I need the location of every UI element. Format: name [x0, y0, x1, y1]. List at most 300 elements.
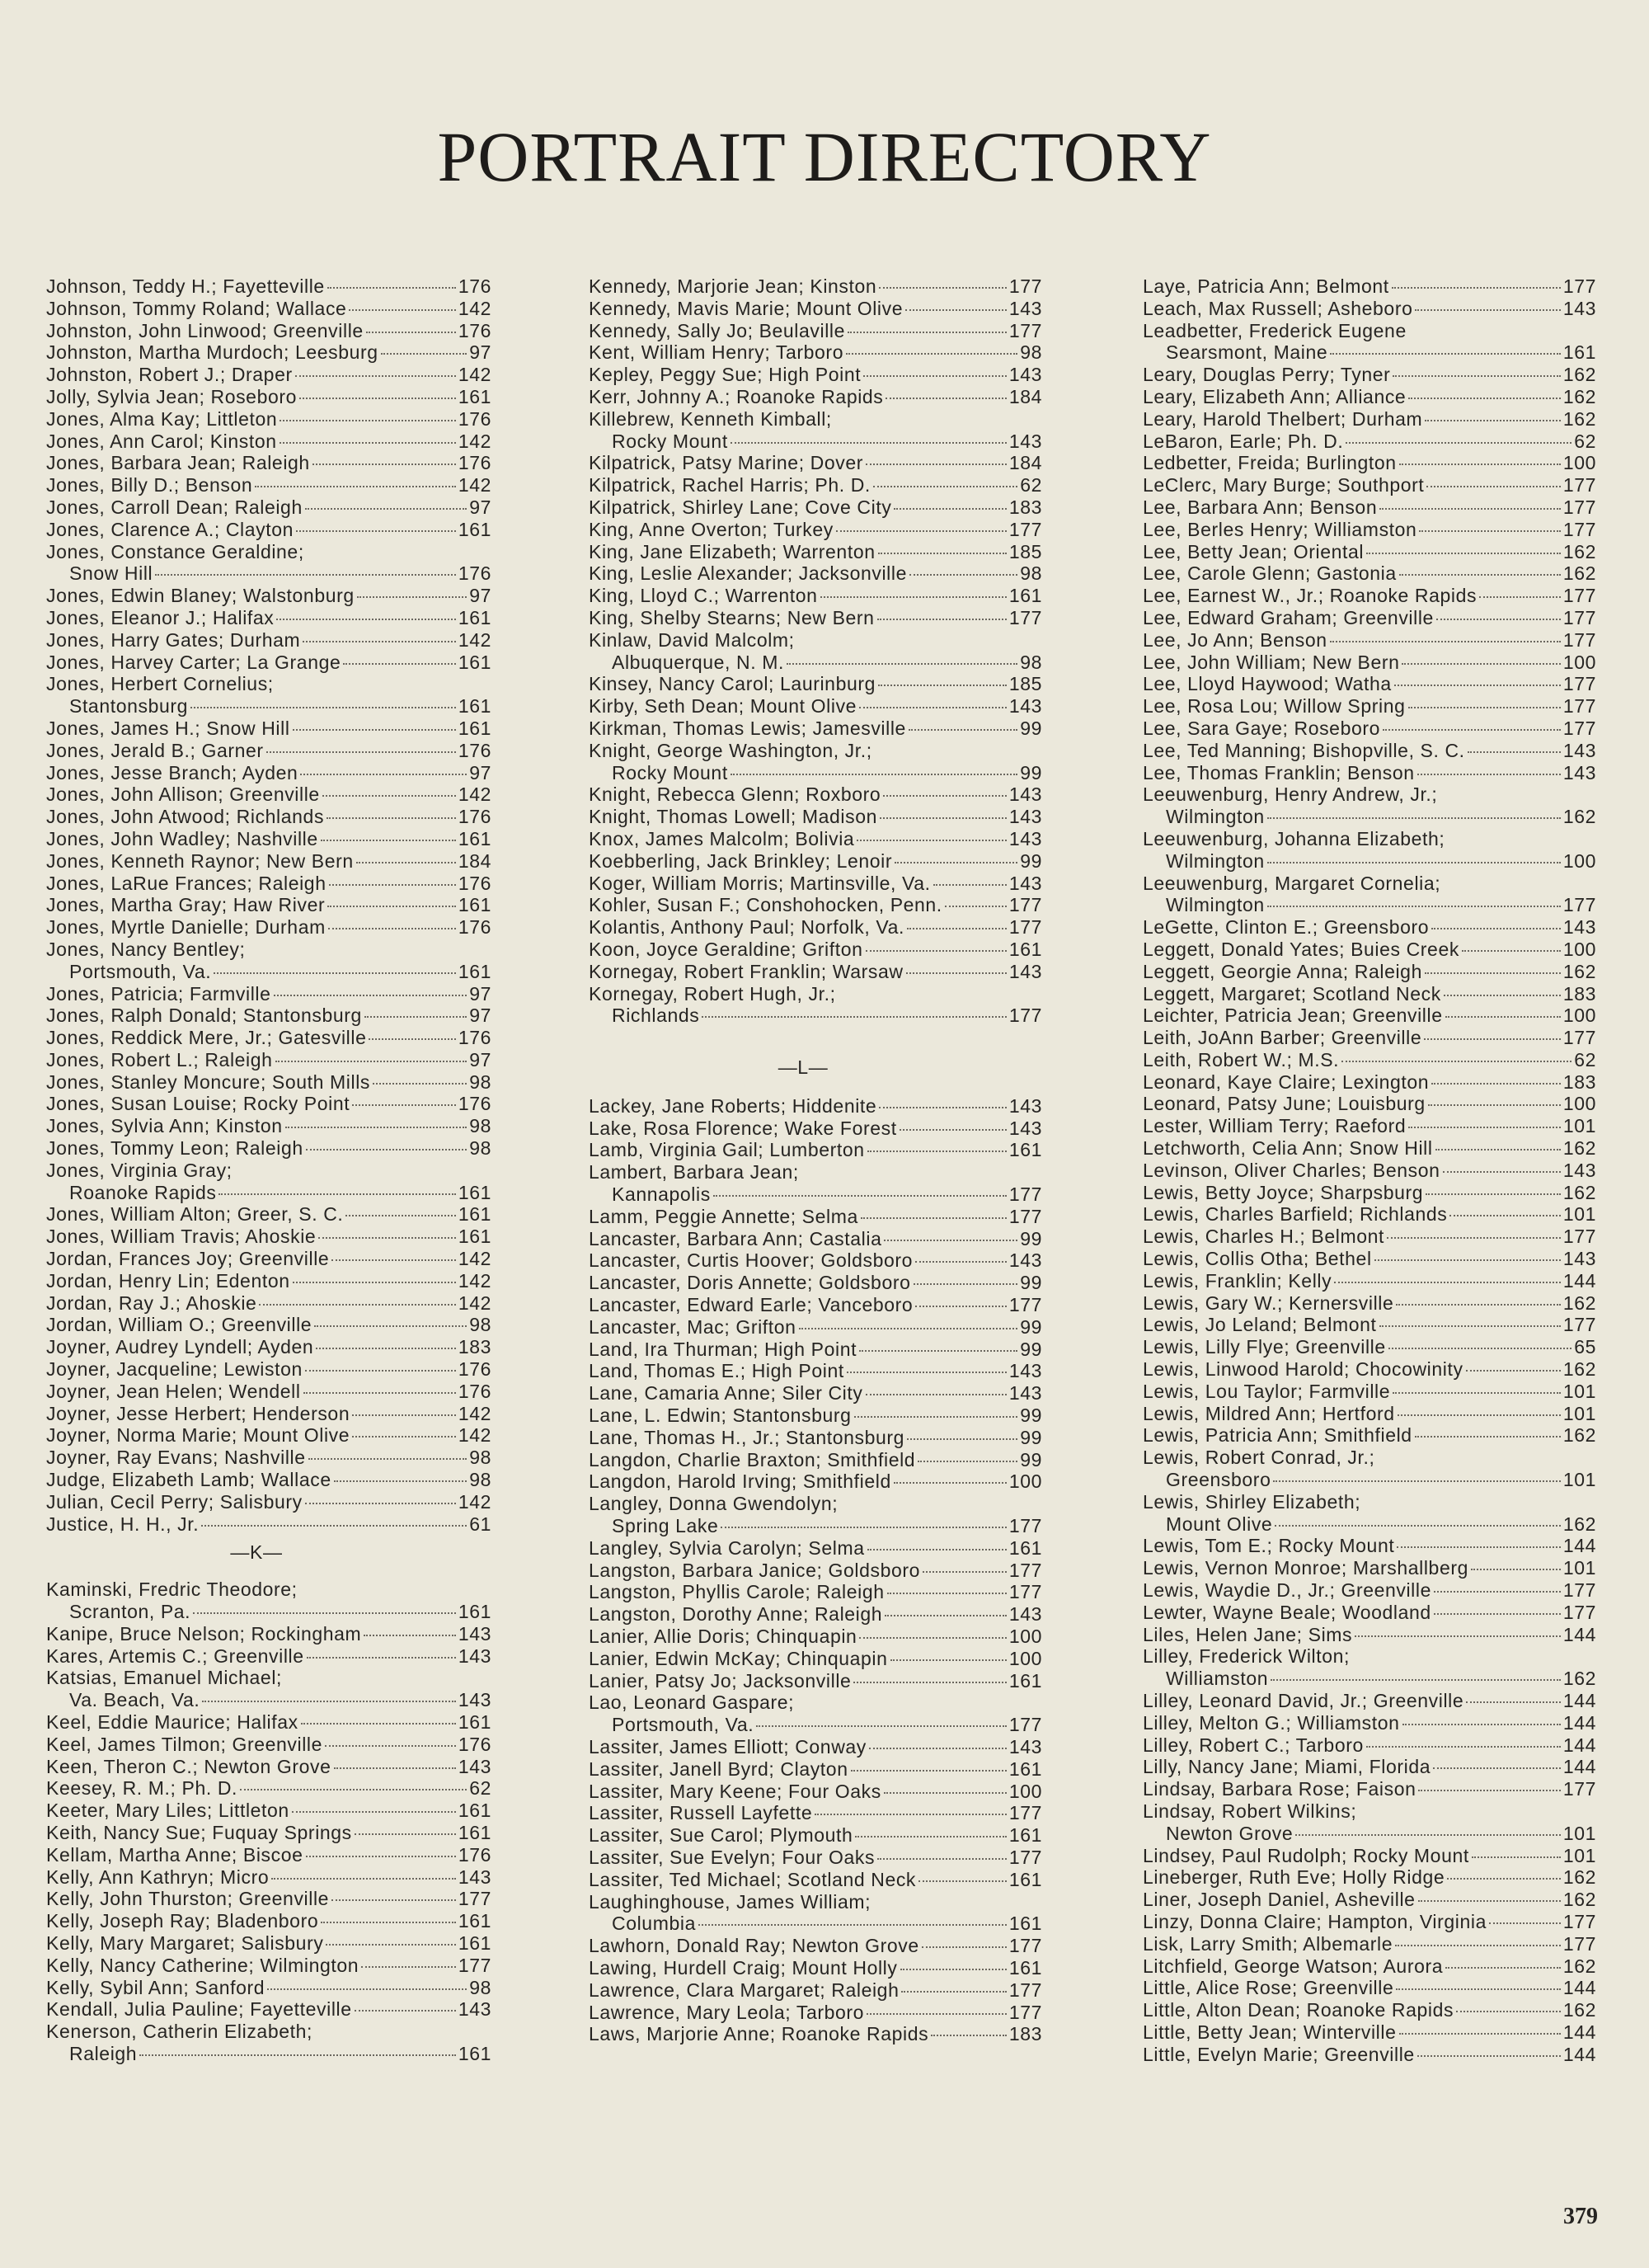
entry-name: Kellam, Martha Anne; Biscoe [46, 1843, 303, 1866]
entry-page-number: 99 [1020, 1405, 1042, 1427]
entry-location: Searsmont, Maine [1166, 341, 1328, 364]
directory-entry [1143, 1911, 1596, 1933]
entry-name: Kelly, Ann Kathryn; Micro [46, 1866, 270, 1888]
dot-leader [1408, 1127, 1561, 1128]
dot-leader [922, 1946, 1007, 1948]
entry-page-number: 176 [458, 1843, 491, 1866]
entry-page-number: 177 [458, 1954, 491, 1976]
page-title: PORTRAIT DIRECTORY [437, 117, 1212, 196]
entry-page-number: 177 [1008, 1005, 1042, 1027]
entry-name: Jones, Billy D.; Benson [46, 474, 253, 496]
entry-page-number: 162 [1562, 806, 1596, 828]
dot-leader [280, 420, 456, 421]
directory-entry [1143, 916, 1596, 939]
entry-page-number: 176 [458, 1093, 491, 1115]
directory-entry [46, 894, 491, 916]
entry-page-number: 98 [469, 1976, 491, 1998]
entry-page-number: 99 [1020, 761, 1042, 783]
dot-leader [1445, 1016, 1561, 1018]
dot-leader [933, 884, 1007, 886]
entry-page-number: 143 [1008, 960, 1042, 982]
entry-name: Lancaster, Edward Earle; Vanceboro [589, 1294, 914, 1316]
dot-leader [327, 287, 456, 289]
dot-leader [1462, 950, 1561, 952]
dot-leader [945, 906, 1007, 907]
dot-leader [923, 1571, 1007, 1573]
directory-entry [46, 1203, 491, 1226]
directory-entry [589, 1405, 1042, 1427]
directory-entry [589, 496, 1042, 519]
entry-page-number: 98 [469, 1070, 491, 1093]
directory-entry [589, 740, 1042, 784]
dot-leader [867, 2013, 1007, 2015]
directory-entry [1143, 1624, 1596, 1646]
directory-entry [589, 541, 1042, 563]
dot-leader [1466, 1701, 1561, 1703]
dot-leader [292, 1811, 456, 1813]
entry-location: Albuquerque, N. M. [612, 651, 784, 673]
directory-entry [46, 1888, 491, 1910]
entry-name: LeGette, Clinton E.; Greensboro [1143, 916, 1430, 939]
entry-name: Lewis, Betty Joyce; Sharpsburg [1143, 1181, 1424, 1203]
entry-page-number: 144 [1562, 1711, 1596, 1734]
entry-name: Lamb, Virginia Gail; Lumberton [589, 1139, 865, 1161]
entry-page-number: 177 [1562, 1601, 1596, 1623]
directory-entry [589, 1449, 1042, 1471]
entry-page-number: 162 [1562, 385, 1596, 407]
directory-entry [1143, 1447, 1596, 1491]
directory-entry [46, 320, 491, 342]
entry-name: Kinsey, Nancy Carol; Laurinburg [589, 673, 876, 695]
entry-page-number: 161 [1008, 585, 1042, 607]
entry-page-number: 142 [458, 783, 491, 806]
directory-entry [46, 364, 491, 386]
directory-entry [589, 298, 1042, 320]
entry-name: Kennedy, Marjorie Jean; Kinston [589, 275, 877, 297]
entry-name: Lee, Edward Graham; Greenville [1143, 606, 1434, 628]
entry-page-number: 177 [1008, 319, 1042, 341]
directory-entry [46, 1711, 491, 1734]
entry-page-number: 98 [469, 1447, 491, 1469]
entry-name: Lee, Rosa Lou; Willow Spring [1143, 695, 1406, 718]
entry-page-number: 98 [469, 1137, 491, 1160]
entry-page-number: 161 [458, 1821, 491, 1843]
entry-page-number: 177 [1008, 1935, 1042, 1957]
entry-page-number: 143 [458, 1998, 491, 2021]
section-letter-header: —L— [778, 1056, 829, 1079]
directory-entry [46, 1005, 491, 1027]
dot-leader [895, 862, 1017, 863]
entry-name: Jones, Sylvia Ann; Kinston [46, 1115, 283, 1137]
entry-name: Julian, Cecil Perry; Salisbury [46, 1490, 303, 1513]
directory-entry [46, 1579, 491, 1623]
entry-page-number: 97 [469, 982, 491, 1005]
dot-leader [1425, 972, 1561, 974]
directory-entry [589, 386, 1042, 408]
dot-leader [1428, 1104, 1561, 1106]
entry-page-number: 177 [1562, 1226, 1596, 1248]
entry-page-number: 142 [458, 474, 491, 496]
directory-entry [46, 1491, 491, 1513]
directory-entry [46, 1424, 491, 1447]
entry-page-number: 143 [1562, 1159, 1596, 1181]
entry-page-number: 161 [458, 960, 491, 982]
entry-page-number: 98 [469, 1469, 491, 1491]
dot-leader [857, 840, 1007, 841]
entry-page-number: 143 [1008, 1603, 1042, 1626]
entry-page-number: 100 [1562, 938, 1596, 960]
directory-entry [589, 1470, 1042, 1493]
entry-name: Jones, Myrtle Danielle; Durham [46, 916, 326, 939]
dot-leader [293, 1282, 456, 1283]
entry-name: Jones, Nancy Bentley; [46, 938, 246, 960]
entry-page-number: 142 [458, 297, 491, 319]
entry-name: Lester, William Terry; Raeford [1143, 1115, 1407, 1137]
dot-leader [328, 928, 456, 929]
directory-entry [46, 431, 491, 453]
dot-leader [787, 663, 1017, 665]
directory-entry [1143, 1292, 1596, 1315]
entry-name: Lane, L. Edwin; Stantonsburg [589, 1405, 852, 1427]
directory-entry [1143, 452, 1596, 474]
entry-name: Lewis, Waydie D., Jr.; Greenville [1143, 1579, 1431, 1602]
entry-page-number: 143 [1008, 1382, 1042, 1405]
entry-page-number: 161 [458, 385, 491, 407]
entry-location: Wilmington [1166, 849, 1265, 872]
entry-page-number: 177 [1562, 585, 1596, 607]
entry-name: Jones, Harry Gates; Durham [46, 628, 301, 651]
dot-leader [867, 1549, 1007, 1550]
dot-leader [909, 574, 1017, 576]
dot-leader [202, 1701, 455, 1702]
entry-page-number: 98 [469, 1314, 491, 1336]
entry-name: Knight, Rebecca Glenn; Roxboro [589, 783, 881, 806]
directory-entry [589, 1427, 1042, 1449]
entry-name: Lassiter, Janell Byrd; Clayton [589, 1757, 848, 1780]
entry-page-number: 100 [1008, 1780, 1042, 1802]
dot-leader [1392, 287, 1561, 289]
entry-name: Jones, John Allison; Greenville [46, 783, 320, 806]
entry-page-number: 177 [1008, 1559, 1042, 1581]
directory-entry [46, 386, 491, 408]
dot-leader [836, 530, 1007, 532]
entry-name: Lewis, Robert Conrad, Jr.; [1143, 1447, 1375, 1469]
directory-entry [1143, 1115, 1596, 1137]
directory-entry [46, 519, 491, 541]
entry-page-number: 100 [1562, 849, 1596, 872]
dot-leader [894, 508, 1006, 510]
directory-entry [589, 850, 1042, 873]
entry-page-number: 161 [458, 1910, 491, 1932]
directory-entry [1143, 474, 1596, 496]
entry-name: Lake, Rosa Florence; Wake Forest [589, 1117, 897, 1139]
dot-leader [918, 1461, 1017, 1462]
entry-name: Kares, Artemis C.; Greenville [46, 1645, 304, 1667]
entry-location: Kannapolis [612, 1183, 711, 1206]
entry-page-number: 176 [458, 1358, 491, 1381]
entry-page-number: 144 [1562, 1535, 1596, 1557]
directory-entry [1143, 1933, 1596, 1955]
directory-entry [1143, 1093, 1596, 1115]
directory-entry [46, 673, 491, 718]
directory-entry [1143, 1248, 1596, 1270]
entry-page-number: 142 [458, 430, 491, 452]
directory-entry [1143, 519, 1596, 541]
entry-page-number: 101 [1562, 1469, 1596, 1491]
entry-page-number: 62 [469, 1777, 491, 1800]
dot-leader [851, 1770, 1007, 1772]
entry-name: Little, Betty Jean; Winterville [1143, 2021, 1397, 2043]
directory-entry [46, 1314, 491, 1336]
entry-page-number: 177 [1008, 1515, 1042, 1537]
entry-page-number: 183 [1008, 496, 1042, 518]
entry-name: Leary, Harold Thelbert; Durham [1143, 407, 1423, 430]
directory-entry [1143, 1381, 1596, 1403]
entry-page-number: 143 [458, 1866, 491, 1888]
entry-name: Lilley, Frederick Wilton; [1143, 1645, 1351, 1668]
dot-leader [274, 995, 467, 996]
entry-page-number: 177 [1008, 916, 1042, 939]
dot-leader [321, 1922, 456, 1923]
dot-leader [1387, 1237, 1561, 1239]
entry-page-number: 97 [469, 761, 491, 783]
dot-leader [1418, 1790, 1560, 1791]
dot-leader [698, 1924, 1007, 1926]
entry-page-number: 100 [1008, 1647, 1042, 1669]
entry-page-number: 162 [1562, 1513, 1596, 1535]
directory-entry [1143, 1314, 1596, 1336]
dot-leader [259, 1304, 455, 1306]
dot-leader [866, 1394, 1007, 1395]
entry-page-number: 161 [458, 827, 491, 849]
dot-leader [1444, 995, 1561, 996]
entry-page-number: 99 [1020, 1227, 1042, 1249]
entry-name: Land, Thomas E.; High Point [589, 1360, 844, 1382]
directory-entry [1143, 961, 1596, 983]
entry-page-number: 98 [1020, 651, 1042, 673]
entry-name: Leith, Robert W.; M.S. [1143, 1048, 1340, 1070]
entry-name: Langley, Sylvia Carolyn; Selma [589, 1536, 865, 1559]
entry-name: Lewis, Shirley Elizabeth; [1143, 1490, 1361, 1513]
dot-leader [731, 774, 1017, 775]
entry-page-number: 100 [1008, 1626, 1042, 1648]
directory-entry [1143, 585, 1596, 607]
entry-name: Jones, Herbert Cornelius; [46, 673, 274, 695]
entry-location: Stantonsburg [69, 695, 189, 718]
directory-entry [46, 1336, 491, 1358]
entry-page-number: 177 [1008, 894, 1042, 916]
entry-name: Lindsay, Barbara Rose; Faison [1143, 1778, 1416, 1800]
entry-name: Leeuwenburg, Henry Andrew, Jr.; [1143, 783, 1438, 806]
dot-leader [1433, 1767, 1561, 1769]
dot-leader [884, 1240, 1017, 1241]
entry-name: King, Lloyd C.; Warrenton [589, 585, 818, 607]
directory-entry [46, 1756, 491, 1778]
dot-leader [915, 1261, 1007, 1263]
directory-entry [46, 1667, 491, 1711]
dot-leader [1330, 353, 1561, 355]
dot-leader [1341, 1061, 1571, 1062]
directory-entry [46, 298, 491, 320]
entry-name: Kennedy, Sally Jo; Beulaville [589, 319, 846, 341]
entry-name: Keesey, R. M.; Ph. D. [46, 1777, 238, 1800]
entry-name: Jones, Ann Carol; Kinston [46, 430, 277, 452]
entry-page-number: 100 [1008, 1470, 1042, 1493]
entry-name: Linzy, Donna Claire; Hampton, Virginia [1143, 1910, 1487, 1932]
entry-page-number: 177 [1008, 2001, 1042, 2023]
directory-entry [46, 1998, 491, 2021]
entry-name: Liles, Helen Jane; Sims [1143, 1623, 1353, 1645]
entry-name: Leeuwenburg, Johanna Elizabeth; [1143, 827, 1445, 849]
entry-name: Leith, JoAnn Barber; Greenville [1143, 1027, 1422, 1049]
entry-page-number: 101 [1562, 1203, 1596, 1226]
directory-entry [46, 408, 491, 431]
directory-entry [1143, 1049, 1596, 1071]
entry-location: Rocky Mount [612, 761, 728, 783]
entry-page-number: 162 [1562, 1668, 1596, 1690]
entry-page-number: 142 [458, 1424, 491, 1447]
entry-page-number: 62 [1574, 430, 1596, 452]
directory-column-3 [1143, 275, 1596, 2066]
dot-leader [1449, 1215, 1560, 1216]
directory-entry [1143, 783, 1596, 828]
directory-entry [46, 541, 491, 586]
entry-page-number: 143 [1008, 297, 1042, 319]
dot-leader [878, 685, 1007, 686]
entry-name: Lee, Jo Ann; Benson [1143, 628, 1327, 651]
dot-leader [325, 1745, 456, 1747]
dot-leader [883, 795, 1007, 797]
dot-leader [322, 795, 456, 797]
directory-entry [589, 1382, 1042, 1405]
entry-name: Lee, Berles Henry; Williamston [1143, 518, 1417, 540]
entry-page-number: 142 [458, 364, 491, 386]
entry-page-number: 176 [458, 1733, 491, 1755]
entry-name: Lilly, Nancy Jane; Miami, Florida [1143, 1756, 1431, 1778]
entry-name: Kelly, Joseph Ray; Bladenboro [46, 1910, 319, 1932]
entry-name: Lewis, Lou Taylor; Farmville [1143, 1380, 1391, 1402]
entry-location: Columbia [612, 1913, 696, 1935]
entry-page-number: 176 [458, 916, 491, 939]
entry-name: Leonard, Kaye Claire; Lexington [1143, 1070, 1430, 1093]
dot-leader [369, 1038, 455, 1040]
entry-page-number: 100 [1562, 1093, 1596, 1115]
entry-page-number: 177 [1562, 1932, 1596, 1955]
directory-entry [1143, 695, 1596, 718]
dot-leader [731, 442, 1007, 444]
entry-name: Joyner, Norma Marie; Mount Olive [46, 1424, 350, 1447]
directory-entry [589, 916, 1042, 939]
entry-page-number: 143 [1008, 1249, 1042, 1272]
entry-name: Lancaster, Curtis Hoover; Goldsboro [589, 1249, 914, 1272]
dot-leader [915, 1306, 1007, 1307]
dot-leader [799, 1328, 1018, 1329]
dot-leader [352, 1436, 456, 1437]
directory-entry [589, 718, 1042, 740]
entry-page-number: 61 [469, 1513, 491, 1535]
dot-leader [1395, 1945, 1561, 1946]
dot-leader [847, 1372, 1007, 1373]
directory-entry [46, 873, 491, 895]
entry-name: Levinson, Oliver Charles; Benson [1143, 1159, 1440, 1181]
dot-leader [848, 332, 1007, 333]
directory-entry [1143, 1137, 1596, 1160]
dot-leader [918, 1880, 1007, 1882]
directory-entry [1143, 673, 1596, 695]
entry-name: Jordan, Henry Lin; Edenton [46, 1269, 290, 1292]
entry-page-number: 101 [1562, 1402, 1596, 1424]
dot-leader [266, 751, 456, 753]
directory-entry [46, 939, 491, 983]
entry-name: Lassiter, Russell Layfette [589, 1802, 813, 1824]
directory-entry [589, 1758, 1042, 1781]
entry-name: Langdon, Charlie Braxton; Smithfield [589, 1448, 916, 1470]
dot-leader [885, 1615, 1007, 1616]
entry-name: Jones, Martha Gray; Haw River [46, 894, 326, 916]
dot-leader [894, 1482, 1007, 1484]
directory-entry [1143, 652, 1596, 674]
entry-page-number: 185 [1008, 673, 1042, 695]
directory-entry [46, 1910, 491, 1932]
entry-name: Katsias, Emanuel Michael; [46, 1667, 283, 1689]
entry-page-number: 101 [1562, 1557, 1596, 1579]
directory-entry [1143, 1800, 1596, 1845]
directory-entry [1143, 1845, 1596, 1867]
entry-name: Lawrence, Clara Margaret; Raleigh [589, 1979, 900, 2001]
entry-page-number: 161 [1008, 1139, 1042, 1161]
entry-page-number: 161 [1562, 341, 1596, 364]
directory-entry [589, 1560, 1042, 1582]
directory-entry [46, 1513, 491, 1536]
entry-name: Land, Ira Thurman; High Point [589, 1338, 857, 1360]
directory-entry [589, 1847, 1042, 1869]
dot-leader [190, 707, 456, 708]
dot-leader [218, 1193, 455, 1195]
directory-entry [46, 1403, 491, 1425]
dot-leader [900, 1129, 1007, 1131]
entry-page-number: 161 [458, 2042, 491, 2064]
directory-entry [46, 2021, 491, 2065]
entry-name: Jones, William Travis; Ahoskie [46, 1226, 317, 1248]
dot-leader [139, 2054, 456, 2056]
entry-name: Kornegay, Robert Hugh, Jr.; [589, 982, 836, 1005]
entry-page-number: 161 [458, 1932, 491, 1954]
entry-page-number: 177 [1562, 275, 1596, 297]
dot-leader [280, 442, 456, 444]
directory-entry [46, 1381, 491, 1403]
directory-entry [46, 1049, 491, 1071]
directory-entry [589, 2023, 1042, 2045]
dot-leader [1393, 375, 1560, 377]
entry-location: Scranton, Pa. [69, 1601, 191, 1623]
entry-name: Leary, Elizabeth Ann; Alliance [1143, 385, 1407, 407]
directory-entry [1143, 740, 1596, 762]
entry-name: Jones, John Wadley; Nashville [46, 827, 318, 849]
entry-page-number: 143 [1562, 916, 1596, 939]
entry-page-number: 161 [458, 894, 491, 916]
dot-leader [1366, 1746, 1561, 1748]
entry-name: Lisk, Larry Smith; Albemarle [1143, 1932, 1393, 1955]
directory-entry [589, 474, 1042, 496]
entry-page-number: 177 [1008, 1802, 1042, 1824]
dot-leader [1267, 817, 1561, 819]
entry-page-number: 177 [1562, 1314, 1596, 1336]
entry-page-number: 183 [1562, 1070, 1596, 1093]
directory-entry [1143, 828, 1596, 873]
entry-page-number: 101 [1562, 1380, 1596, 1402]
entry-page-number: 162 [1562, 1424, 1596, 1447]
directory-entry [1143, 1712, 1596, 1734]
